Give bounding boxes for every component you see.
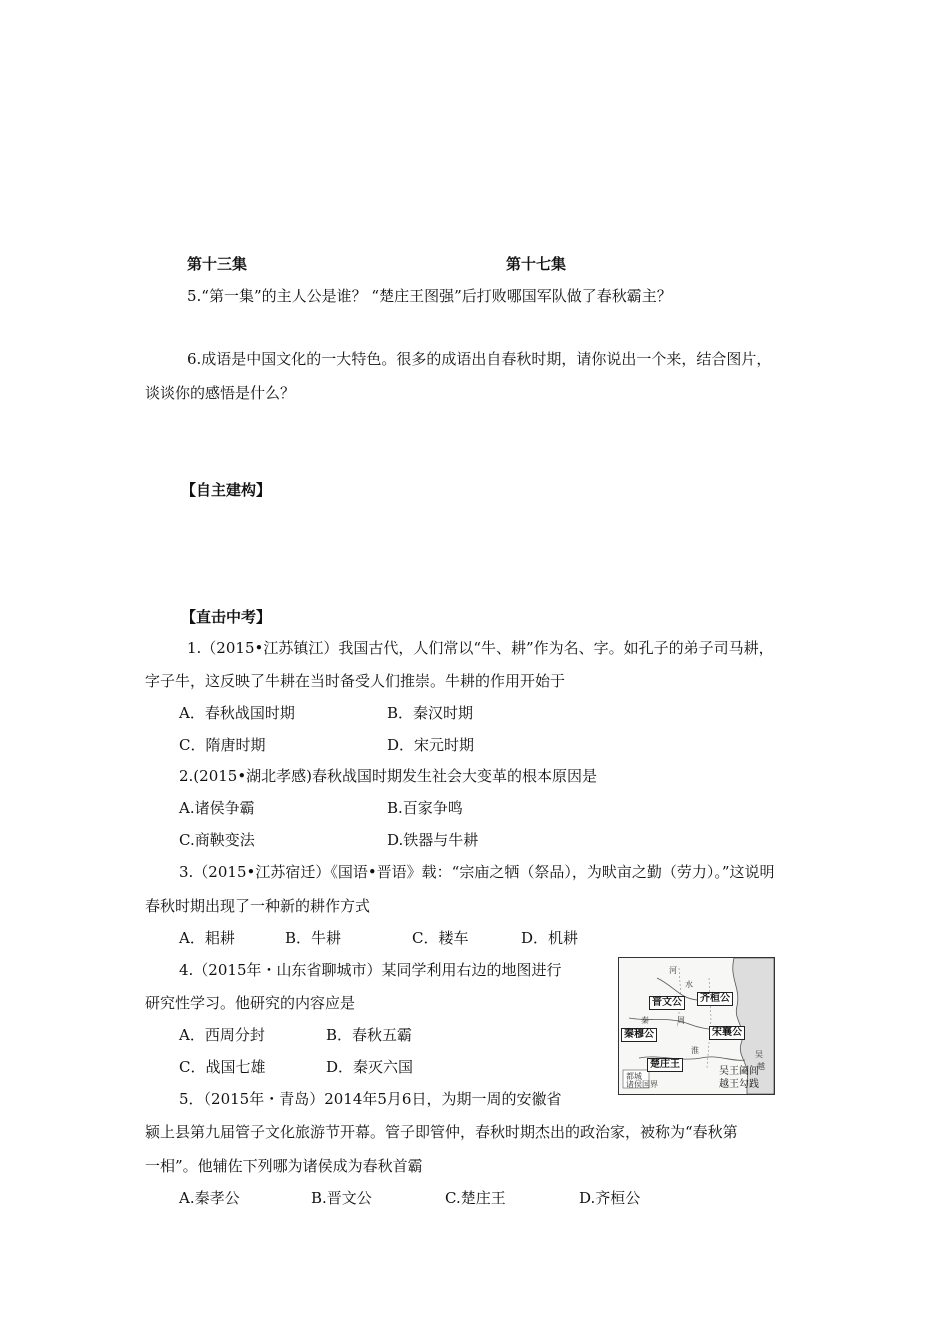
map-small-wu: 吴: [755, 1050, 763, 1059]
map-label-yue-wang-goujian: 越王勾践: [719, 1079, 759, 1090]
exam-q3-line2: 春秋时期出现了一种新的耕作方式: [145, 897, 371, 915]
exam-q3-option-a: A．耜耕: [179, 929, 235, 947]
exam-q1-option-d: D．宋元时期: [387, 736, 475, 754]
map-legend-border: 诸侯国界: [626, 1080, 658, 1089]
exam-q3-option-c: C．耧车: [412, 929, 469, 947]
section-exam: 【直击中考】: [181, 608, 272, 626]
map-small-yue: 越: [757, 1062, 765, 1071]
map-small-he: 河: [669, 966, 677, 975]
exam-q2-option-a: A.诸侯争霸: [179, 799, 255, 817]
exam-q3-option-b: B．牛耕: [285, 929, 342, 947]
exam-q1-line2: 字子牛，这反映了牛耕在当时备受人们推崇。牛耕的作用开始于: [145, 672, 566, 690]
exam-q5-option-d: D.齐桓公: [579, 1189, 641, 1207]
exam-q4-option-d: D．秦灭六国: [326, 1058, 414, 1076]
episode-13-label: 第十三集: [187, 255, 248, 273]
map-small-shui: 水: [685, 980, 693, 989]
exam-q4-option-c: C．战国七雄: [179, 1058, 266, 1076]
section-self-construct: 【自主建构】: [181, 481, 272, 499]
exam-q3-line1: 3.（2015•江苏宿迁）《国语•晋语》载：“宗庙之牺（祭品），为畎亩之勤（劳力）。”这说明: [179, 863, 775, 881]
question-5-prompt: 5.“第一集”的主人公是谁？ “楚庄王图强”后打败哪国军队做了春秋霸主？: [187, 287, 672, 305]
exam-q5-option-a: A.秦孝公: [179, 1189, 240, 1207]
exam-q5-line2: 颍上县第九届管子文化旅游节开幕。管子即管仲，春秋时期杰出的政治家，被称为“春秋第: [145, 1123, 738, 1141]
exam-q4-line2: 研究性学习。他研究的内容应是: [145, 994, 356, 1012]
exam-q4-line1: 4.（2015年・山东省聊城市）某同学利用右边的地图进行: [179, 961, 562, 979]
map-legend-capital: 都城: [626, 1072, 642, 1081]
map-small-qin: 秦: [641, 1016, 649, 1025]
exam-q4-option-b: B．春秋五霸: [326, 1026, 413, 1044]
map-label-song-xiang-gong: 宋襄公: [709, 1026, 745, 1040]
exam-q1-option-a: A．春秋战国时期: [179, 704, 295, 722]
map-label-qi-huan-gong: 齐桓公: [697, 992, 733, 1006]
exam-q2-option-b: B.百家争鸣: [387, 799, 463, 817]
map-small-huai: 淮: [691, 1046, 699, 1055]
exam-q2-option-c: C.商鞅变法: [179, 831, 255, 849]
map-label-qin-mu-gong: 秦穆公: [621, 1028, 657, 1042]
exam-q4-option-a: A．西周分封: [179, 1026, 265, 1044]
exam-q1-option-c: C．隋唐时期: [179, 736, 266, 754]
map-label-jin-wen-gong: 晋文公: [649, 996, 685, 1010]
exam-q1-line1: 1.（2015•江苏镇江）我国古代，人们常以“牛、耕”作为名、字。如孔子的弟子司马耕，: [187, 639, 774, 657]
exam-q3-option-d: D．机耕: [521, 929, 579, 947]
exam-q5-line3: 一相”。他辅佐下列哪为诸侯成为春秋首霸: [145, 1157, 423, 1175]
exam-q5-line1: 5．（2015年・青岛）2014年5月6日，为期一周的安徽省: [179, 1090, 562, 1108]
exam-q1-option-b: B．秦汉时期: [387, 704, 474, 722]
exam-q2-line1: 2.(2015•湖北孝感)春秋战国时期发生社会大变革的根本原因是: [179, 767, 598, 785]
exam-q2-option-d: D.铁器与牛耕: [387, 831, 479, 849]
question-6-line2: 谈谈你的感悟是什么？: [145, 384, 296, 402]
exam-q5-option-b: B.晋文公: [311, 1189, 372, 1207]
map-label-chu-zhuang-wang: 楚庄王: [647, 1058, 683, 1072]
map-small-zhou: 周: [677, 1016, 685, 1025]
question-6-line1: 6.成语是中国文化的一大特色。很多的成语出自春秋时期，请你说出一个来，结合图片，: [187, 350, 772, 368]
exam-q5-option-c: C.楚庄王: [445, 1189, 506, 1207]
map-label-wu-wang-helu: 吴王阖闾: [719, 1066, 759, 1077]
episode-17-label: 第十七集: [506, 255, 567, 273]
spring-autumn-hegemons-map: [618, 957, 775, 1095]
